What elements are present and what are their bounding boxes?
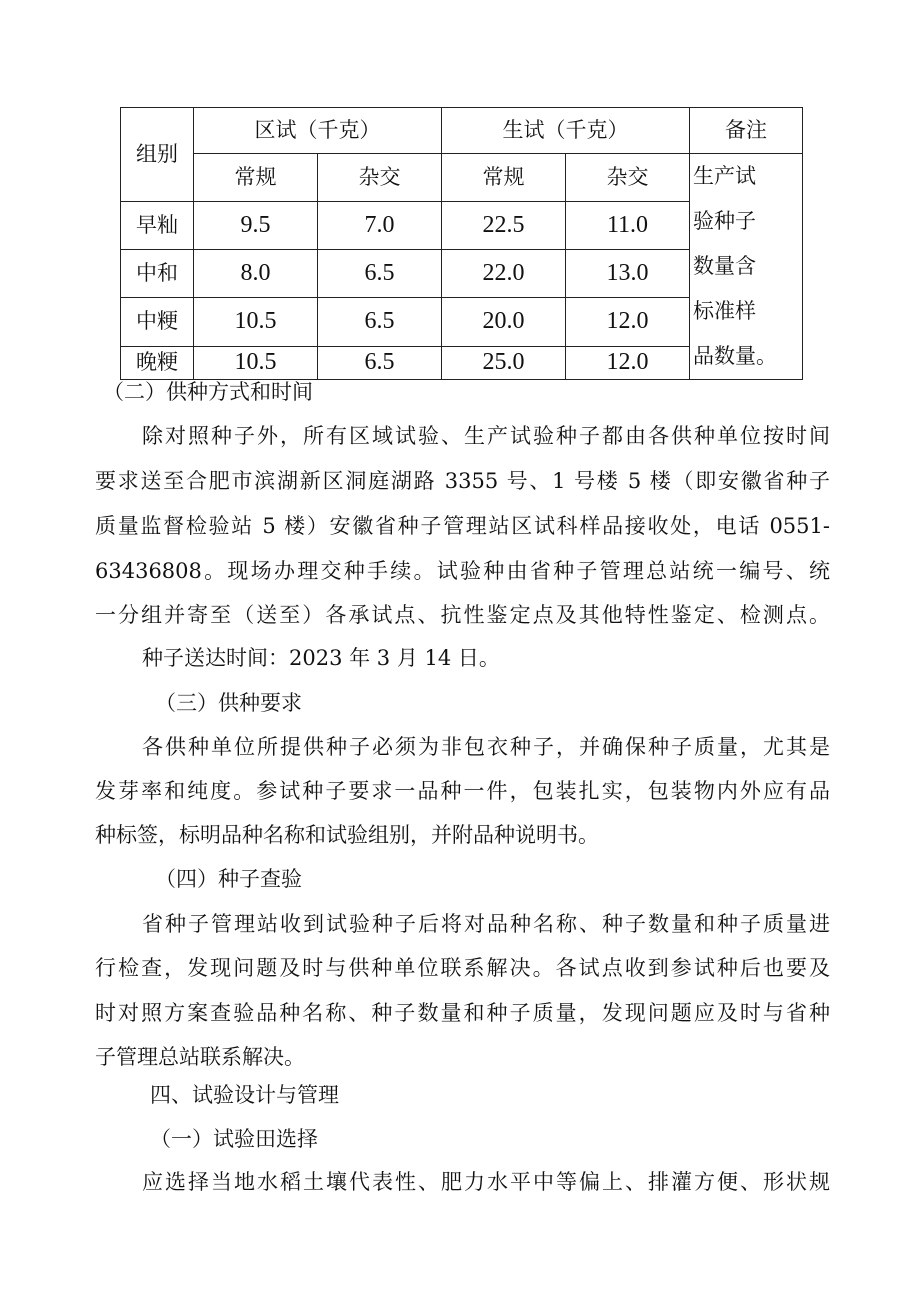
paragraph-line: 一分组并寄至（送至）各承试点、抗性鉴定点及其他特性鉴定、检测点。	[95, 603, 830, 627]
note-line: 品数量。	[693, 344, 777, 368]
row-group-label: 晚粳	[121, 346, 194, 380]
paragraph-line: 应选择当地水稻土壤代表性、肥力水平中等偏上、排灌方便、形状规	[142, 1170, 830, 1194]
table-cell: 6.5	[318, 298, 442, 346]
table-cell: 7.0	[318, 202, 442, 250]
sub-regular-production: 常规	[442, 154, 566, 202]
paragraph-line: 省种子管理站收到试验种子后将对品种名称、种子数量和种子质量进	[142, 912, 830, 936]
table-cell: 12.0	[566, 298, 690, 346]
header-group: 组别	[121, 108, 194, 202]
table-cell: 6.5	[318, 250, 442, 298]
table-cell: 8.0	[194, 250, 318, 298]
header-regional: 区试（千克）	[194, 108, 442, 154]
note-line: 标准样	[693, 299, 756, 323]
paragraph-line: 子管理总站联系解决。	[95, 1045, 305, 1069]
paragraph-line: 种标签，标明品种名称和试验组别，并附品种说明书。	[95, 823, 599, 847]
row-group-label: 中和	[121, 250, 194, 298]
note-line: 验种子	[693, 209, 756, 233]
section-heading-4: （四）种子查验	[155, 867, 302, 891]
paragraph-line: 时对照方案查验品种名称、种子数量和种子质量，发现问题应及时与省种	[95, 1001, 830, 1025]
paragraph-line: 各供种单位所提供种子必须为非包衣种子，并确保种子质量，尤其是	[142, 735, 830, 759]
note-cell	[690, 154, 803, 380]
table-cell: 22.0	[442, 250, 566, 298]
table-cell: 22.5	[442, 202, 566, 250]
header-note: 备注	[690, 108, 803, 154]
table-cell: 11.0	[566, 202, 690, 250]
sub-hybrid-regional: 杂交	[318, 154, 442, 202]
section-heading-2: （二）供种方式和时间	[103, 380, 313, 404]
subsection-heading: （一）试验田选择	[150, 1127, 318, 1151]
table-cell: 6.5	[318, 346, 442, 380]
paragraph-line: 要求送至合肥市滨湖新区洞庭湖路 3355 号、1 号楼 5 楼（即安徽省种子	[95, 469, 830, 493]
table-cell: 20.0	[442, 298, 566, 346]
row-group-label: 早籼	[121, 202, 194, 250]
row-group-label: 中粳	[121, 298, 194, 346]
table-cell: 10.5	[194, 346, 318, 380]
delivery-time: 种子送达时间：2023 年 3 月 14 日。	[142, 646, 500, 670]
note-line: 数量含	[693, 254, 756, 278]
paragraph-line: 发芽率和纯度。参试种子要求一品种一件，包装扎实，包装物内外应有品	[95, 779, 830, 803]
seed-quantity-table	[120, 107, 803, 380]
table-cell: 13.0	[566, 250, 690, 298]
sub-hybrid-production: 杂交	[566, 154, 690, 202]
table-cell: 12.0	[566, 346, 690, 380]
note-line: 生产试	[693, 164, 756, 188]
paragraph-line: 质量监督检验站 5 楼）安徽省种子管理站区试科样品接收处，电话 0551-	[95, 514, 830, 538]
header-production: 生试（千克）	[442, 108, 690, 154]
part-heading: 四、试验设计与管理	[150, 1083, 339, 1107]
section-heading-3: （三）供种要求	[155, 691, 302, 715]
paragraph-line: 行检查，发现问题及时与供种单位联系解决。各试点收到参试种后也要及	[95, 956, 830, 980]
paragraph-line: 63436808。现场办理交种手续。试验种由省种子管理总站统一编号、统	[95, 559, 830, 583]
paragraph-line: 除对照种子外，所有区域试验、生产试验种子都由各供种单位按时间	[142, 424, 830, 448]
table-cell: 9.5	[194, 202, 318, 250]
table-cell: 25.0	[442, 346, 566, 380]
table-cell: 10.5	[194, 298, 318, 346]
sub-regular-regional: 常规	[194, 154, 318, 202]
